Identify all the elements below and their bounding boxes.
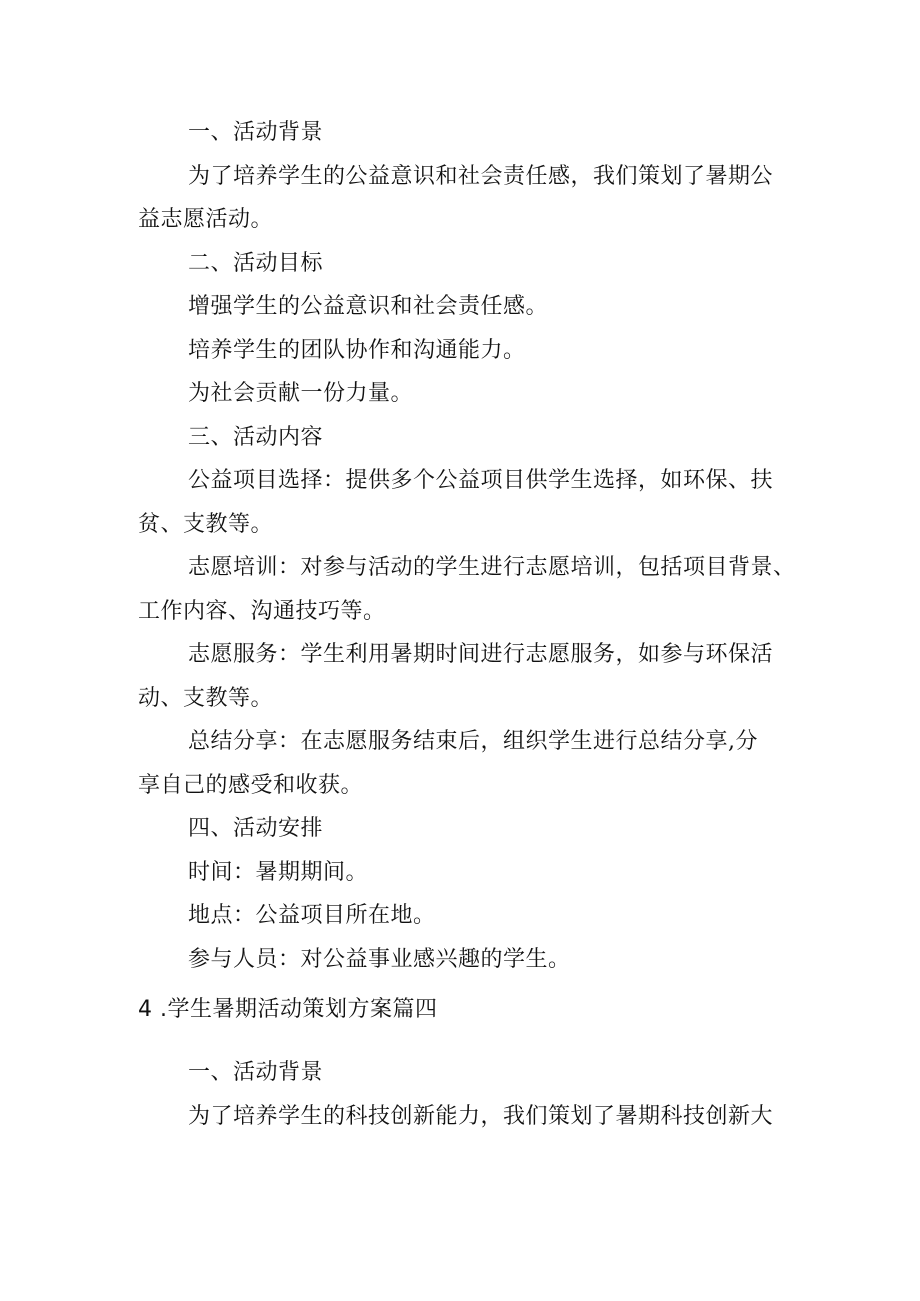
paragraph-line: 贫、支教等。 [138, 512, 274, 537]
section-heading-background: 一、活动背景 [188, 120, 324, 145]
paragraph-line: 动、支教等。 [138, 686, 274, 711]
section-heading-content: 三、活动内容 [188, 425, 324, 450]
paragraph-line: 为社会贡献一份力量。 [188, 381, 414, 406]
section-heading-goals: 二、活动目标 [188, 251, 324, 276]
paragraph-line: 为了培养学生的公益意识和社会责任感，我们策划了暑期公 [188, 164, 774, 189]
paragraph-line: 参与人员：对公益事业感兴趣的学生。 [188, 947, 571, 972]
paragraph-line: 益志愿活动。 [138, 207, 274, 232]
paragraph-line: 培养学生的团队协作和沟通能力。 [188, 338, 526, 363]
chapter-heading: 4 .学生暑期活动策划方案篇四 [138, 997, 438, 1022]
paragraph-line: 增强学生的公益意识和社会责任感。 [188, 294, 549, 319]
section-heading-background: 一、活动背景 [188, 1060, 324, 1085]
paragraph-line: 工作内容、沟通技巧等。 [138, 599, 386, 624]
paragraph-line: 志愿培训：对参与活动的学生进行志愿培训，包括项目背景、 [188, 555, 796, 580]
paragraph-line: 时间：暑期期间。 [188, 860, 369, 885]
paragraph-line: 地点：公益项目所在地。 [188, 903, 436, 928]
paragraph-line: 总结分享：在志愿服务结束后，组织学生进行总结分享,分 [188, 729, 758, 754]
paragraph-line: 志愿服务：学生利用暑期时间进行志愿服务，如参与环保活 [188, 642, 774, 667]
paragraph-line: 为了培养学生的科技创新能力，我们策划了暑期科技创新大 [188, 1104, 774, 1129]
paragraph-line: 享自己的感受和收获。 [138, 773, 364, 798]
section-heading-arrangement: 四、活动安排 [188, 816, 324, 841]
paragraph-line: 公益项目选择：提供多个公益项目供学生选择，如环保、扶 [188, 468, 774, 493]
